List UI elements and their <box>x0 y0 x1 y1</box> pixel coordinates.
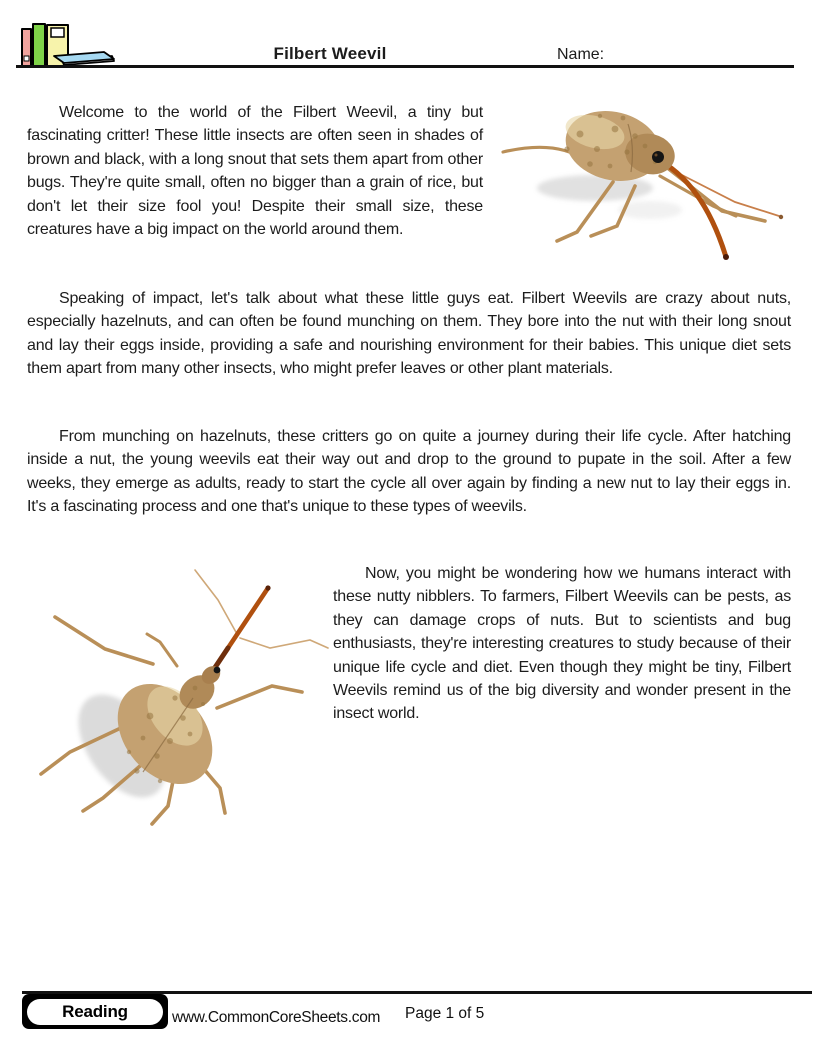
books-logo <box>16 12 116 68</box>
reading-badge-pill <box>27 999 163 1025</box>
page-number: Page 1 of 5 <box>405 1005 485 1022</box>
header-rule <box>16 65 794 68</box>
name-label: Name: <box>557 46 605 63</box>
weevil-top-eye <box>214 667 221 674</box>
weevil-side-shadow <box>537 175 682 219</box>
reading-badge-label: Reading <box>62 1001 128 1021</box>
eye-highlight <box>655 154 658 157</box>
website-label: www.CommonCoreSheets.com <box>172 1009 381 1026</box>
book-label-small <box>24 56 29 61</box>
paragraph-2: Speaking of impact, let's talk about what these little guys eat. Filbert Weevils are crazy about nuts, especially hazelnuts, and can often be found munching on them. They bore into the nut with their long snout and lay their eggs inside, providing a safe and nourishing environment for their babies. This unique diet sets them apart from many other insects, who might prefer leaves or other plant materials. <box>27 290 791 378</box>
weevil-side-eye <box>652 151 664 163</box>
snout-tip <box>265 585 270 590</box>
weevil-top-antennae <box>195 570 328 648</box>
page-title: Filbert Weevil <box>273 44 387 63</box>
paragraph-3: From munching on hazelnuts, these critters go on quite a journey during their life cycle. After hatching inside a nut, the young weevils eat their way out and drop to the ground to pupate in the soil. After a few weeks, they emerge as adults, ready to start the cycle all over again by finding a new nut to lay their eggs in. It's a fascinating process and one that's unique to these types of weevils. <box>27 428 791 516</box>
reading-badge <box>22 994 168 1029</box>
snout-tip <box>723 254 729 260</box>
paragraph-4: Now, you might be wondering how we humans interact with these nutty nibblers. To farmers, Filbert Weevils can be pests, as they can damage crops of nuts. But to scientists and bug enthusiasts, they're interesting creatures to study because of their unique life cycle and diet. Even though they might be tiny, Filbert Weevils remind us of the big diversity and wonder present in the insect world. <box>333 565 791 723</box>
weevil-side-photo <box>495 94 810 276</box>
weevil-top-photo <box>25 556 337 836</box>
book-label-large <box>51 28 64 37</box>
paragraph-1: Welcome to the world of the Filbert Weevil, a tiny but fascinating critter! These little insects are often seen in shades of brown and black, with a long snout that sets them apart from other bugs. They're quite small, often no bigger than a grain of rice, but don't let their size fool you! Despite their small size, these creatures have a big impact on the world around them. <box>27 104 483 239</box>
name-write-in-area[interactable] <box>610 44 794 65</box>
antenna-club <box>779 215 783 219</box>
